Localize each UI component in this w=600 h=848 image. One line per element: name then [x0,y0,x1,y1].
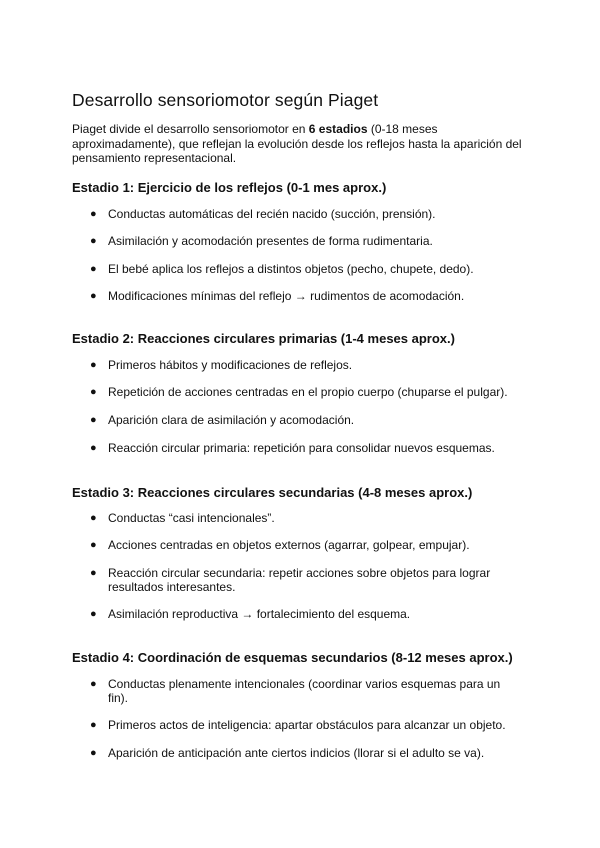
bullet-icon: ● [90,359,97,371]
bullet-icon: ● [90,678,97,690]
bullet-icon: ● [90,747,97,759]
list-item [90,441,520,455]
list-item-text: Primeros hábitos y modificaciones de reflejos. [108,358,353,372]
stage-4-heading: Estadio 4: Coordinación de esquemas secundarios (8-12 meses aprox.) [72,650,513,665]
list-item [90,511,520,525]
list-item [90,538,520,552]
list-item [90,607,520,621]
list-item [90,566,520,594]
list-item-text: Reacción circular primaria: repetición para consolidar nuevos esquemas. [108,441,495,455]
list-item-text: Acciones centradas en objetos externos (agarrar, golpear, empujar). [108,538,470,552]
bullet-icon: ● [90,414,97,426]
list-item [90,718,520,732]
list-item [90,413,520,427]
bullet-icon: ● [90,442,97,454]
bullet-icon: ● [90,719,97,731]
list-item-text: El bebé aplica los reflejos a distintos objetos (pecho, chupete, dedo). [108,262,474,276]
intro-text-before: Piaget divide el desarrollo sensoriomotor en [72,122,309,136]
bullet-icon: ● [90,290,97,302]
bullet-icon: ● [90,512,97,524]
intro-paragraph [72,122,542,166]
stage-1-heading: Estadio 1: Ejercicio de los reflejos (0-1 mes aprox.) [72,180,387,195]
list-item-text: Repetición de acciones centradas en el propio cuerpo (chuparse el pulgar). [108,385,508,399]
list-item-text: Asimilación y acomodación presentes de forma rudimentaria. [108,234,433,248]
stage-3-heading: Estadio 3: Reacciones circulares secundarias (4-8 meses aprox.) [72,485,473,500]
list-item [90,385,520,399]
intro-bold-text: 6 estadios [308,122,368,136]
bullet-icon: ● [90,608,97,620]
page-title: Desarrollo sensoriomotor según Piaget [72,90,379,110]
list-item-text: Reacción circular secundaria: repetir acciones sobre objetos para lograr resultados interesantes. [108,566,491,594]
intro-text-after: (0-18 meses aproximadamente), que reflejan la evolución desde los reflejos hasta la aparición del pensamiento representacional. [72,122,522,165]
list-item [90,262,520,276]
bullet-icon: ● [90,208,97,220]
bullet-icon: ● [90,539,97,551]
bullet-icon: ● [90,235,97,247]
list-item [90,234,520,248]
list-item [90,207,520,221]
list-item-text: Conductas plenamente intencionales (coordinar varios esquemas para un fin). [108,677,501,705]
list-item-text: Asimilación reproductiva → fortalecimiento del esquema. [108,607,411,621]
list-item-text: Conductas automáticas del recién nacido (succión, prensión). [108,207,436,221]
list-item [90,358,520,372]
list-item [90,746,520,760]
bullet-icon: ● [90,567,97,579]
list-item-text: Aparición clara de asimilación y acomodación. [108,413,355,427]
list-item-text: Primeros actos de inteligencia: apartar obstáculos para alcanzar un objeto. [108,718,506,732]
list-item-text: Modificaciones mínimas del reflejo → rudimentos de acomodación. [108,289,465,303]
list-item-text: Conductas “casi intencionales”. [108,511,275,525]
list-item [90,677,520,705]
list-item [90,289,520,303]
stage-2-heading: Estadio 2: Reacciones circulares primarias (1-4 meses aprox.) [72,331,455,346]
bullet-icon: ● [90,386,97,398]
list-item-text: Aparición de anticipación ante ciertos indicios (llorar si el adulto se va). [108,746,485,760]
bullet-icon: ● [90,263,97,275]
